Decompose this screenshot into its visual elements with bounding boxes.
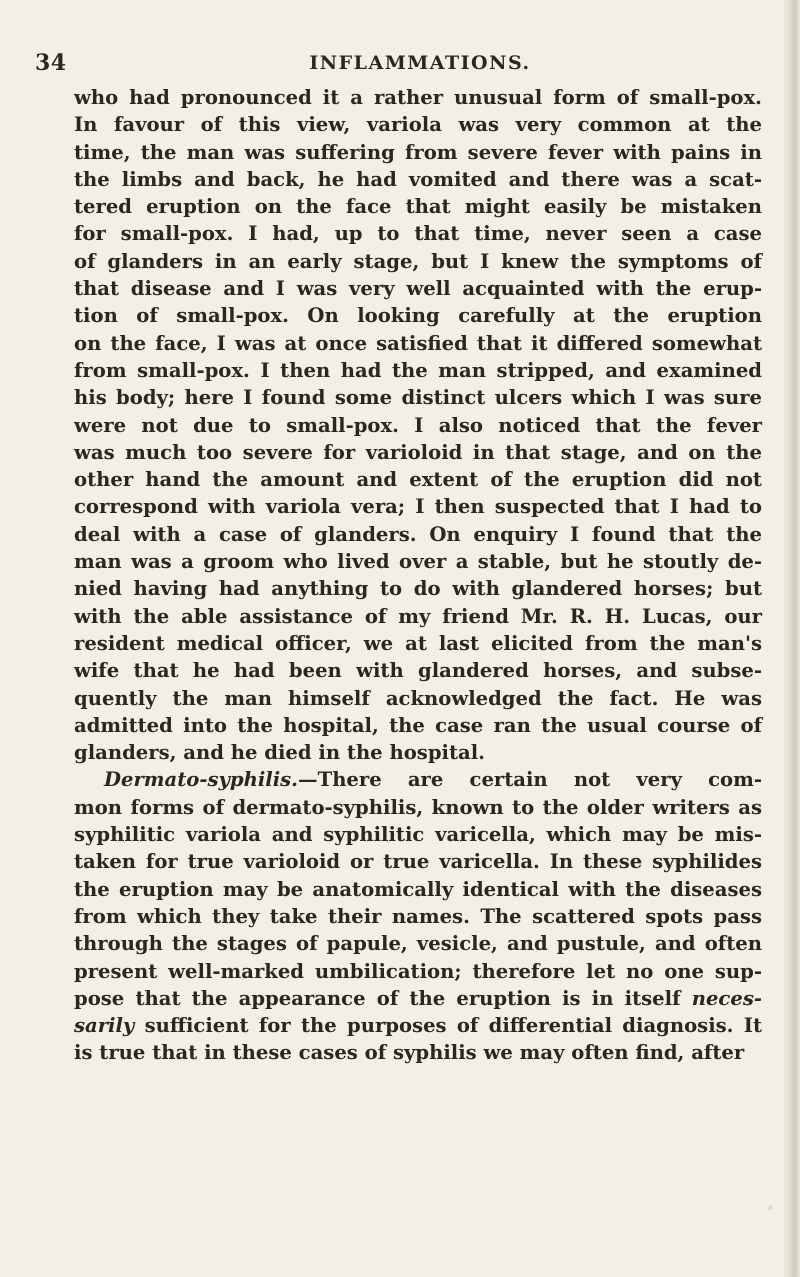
text-line: were not due to small-pox. I also noticed that the fever xyxy=(74,413,762,437)
page-header xyxy=(35,50,735,80)
heading-line-rest: —There are certain not very com- xyxy=(298,768,762,792)
text-line: for small-pox. I had, up to that time, never seen a case xyxy=(74,222,762,246)
italic-word: neces- xyxy=(691,986,762,1010)
running-head: INFLAMMATIONS. xyxy=(309,52,531,74)
text-line: from which they take their names. The scattered spots pass xyxy=(74,904,762,928)
paragraph-1 xyxy=(74,84,762,766)
text-line: the limbs and back, he had vomited and there was a scat- xyxy=(74,167,762,191)
text-line: tered eruption on the face that might easily be mistaken xyxy=(74,195,762,219)
text-line: glanders, and he died in the hospital. xyxy=(74,741,485,765)
text-line: nied having had anything to do with glandered horses; but xyxy=(74,577,762,601)
text-line: is true that in these cases of syphilis we may often find, after xyxy=(74,1041,745,1065)
text-line: admitted into the hospital, the case ran the usual course of xyxy=(74,713,762,737)
page-number: 34 xyxy=(35,50,67,76)
text-segment: sufficient for the purposes of differential diagnosis. It xyxy=(134,1014,762,1038)
text-line: through the stages of papule, vesicle, and pustule, and often xyxy=(74,932,762,956)
text-line xyxy=(74,985,762,1012)
text-segment: pose that the appearance of the eruption is in itself xyxy=(74,986,692,1010)
text-line: In favour of this view, variola was very common at the xyxy=(74,113,762,137)
text-line: on the face, I was at once satisfied that it differed somewhat xyxy=(74,331,762,355)
section-heading: Dermato-syphilis. xyxy=(104,768,299,792)
text-line: that disease and I was very well acquainted with the erup- xyxy=(74,277,762,301)
text-line: from small-pox. I then had the man stripped, and examined xyxy=(74,358,762,382)
text-line: with the able assistance of my friend Mr. R. H. Lucas, our xyxy=(74,604,762,628)
text-line xyxy=(74,766,762,793)
text-line xyxy=(74,1012,762,1039)
corner-mark: ᵓ xyxy=(768,1203,772,1216)
text-line: other hand the amount and extent of the eruption did not xyxy=(74,468,762,492)
text-line: his body; here I found some distinct ulcers which I was sure xyxy=(74,386,762,410)
page-gutter-shadow xyxy=(782,0,800,1277)
text-line: resident medical officer, we at last elicited from the man's xyxy=(74,631,762,655)
text-line: deal with a case of glanders. On enquiry I found that the xyxy=(74,522,762,546)
body-text xyxy=(74,84,762,1067)
italic-word: sarily xyxy=(74,1014,135,1038)
paragraph-2 xyxy=(74,766,762,1066)
text-line: quently the man himself acknowledged the fact. He was xyxy=(74,686,762,710)
text-line: was much too severe for varioloid in that stage, and on the xyxy=(74,440,762,464)
text-line: tion of small-pox. On looking carefully at the eruption xyxy=(74,304,762,328)
text-line: man was a groom who lived over a stable, but he stoutly de- xyxy=(74,550,762,574)
text-line: mon forms of dermato-syphilis, known to the older writers as xyxy=(74,795,762,819)
text-line: syphilitic variola and syphilitic varicella, which may be mis- xyxy=(74,823,762,847)
text-line: who had pronounced it a rather unusual form of small-pox. xyxy=(74,86,762,109)
text-line: wife that he had been with glandered horses, and subse- xyxy=(74,659,762,683)
text-line: time, the man was suffering from severe fever with pains in xyxy=(74,140,762,164)
text-line: the eruption may be anatomically identical with the diseases xyxy=(74,877,762,901)
text-line: present well-marked umbilication; therefore let no one sup- xyxy=(74,959,762,983)
text-line: taken for true varioloid or true varicella. In these syphilides xyxy=(74,850,762,874)
text-line: correspond with variola vera; I then suspected that I had to xyxy=(74,495,762,519)
text-line: of glanders in an early stage, but I knew the symptoms of xyxy=(74,249,762,273)
